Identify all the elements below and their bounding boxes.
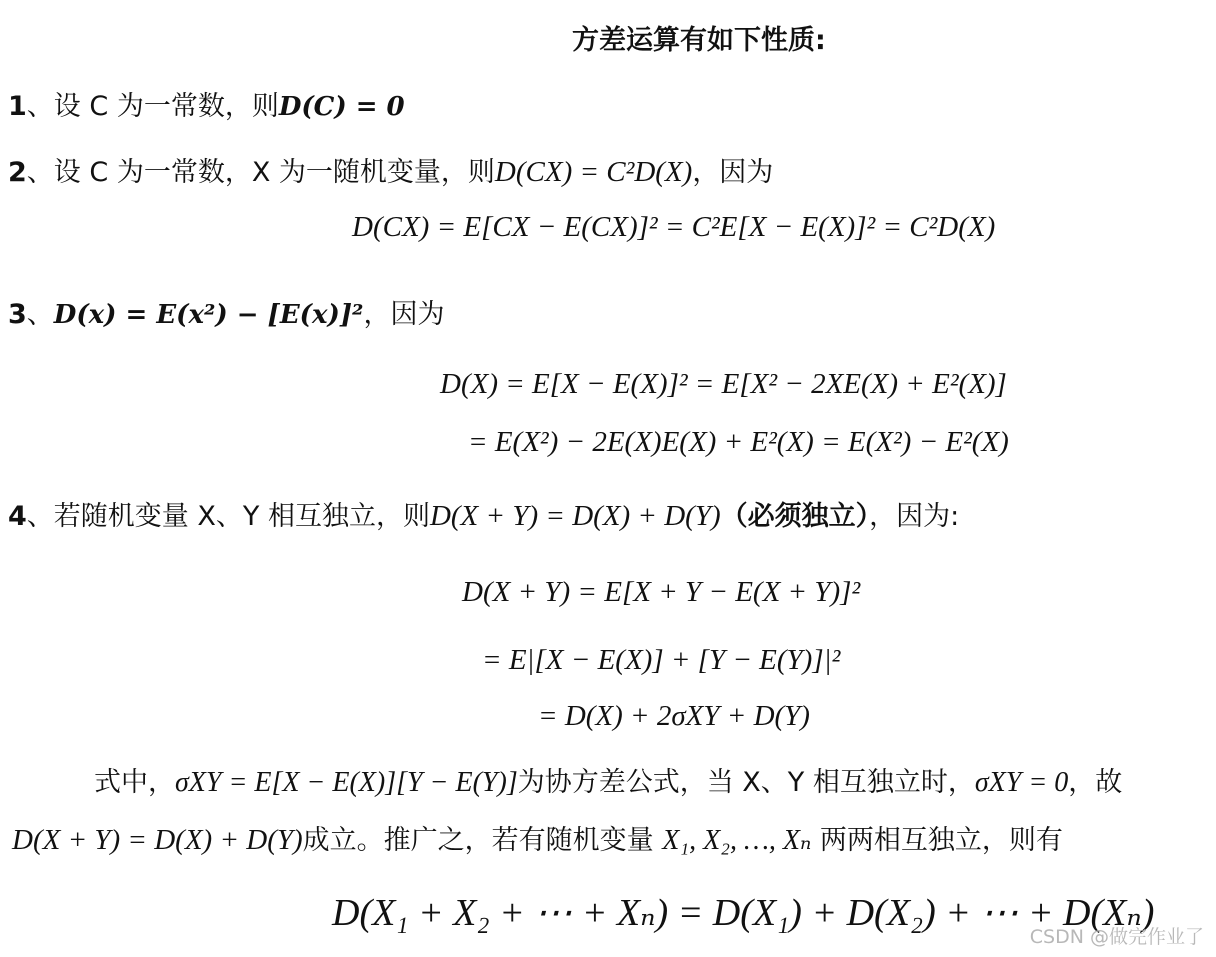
formula: D(X + Y) = D(X) + D(Y): [429, 500, 721, 532]
formula: D(CX) = C²D(X): [494, 156, 693, 188]
item-text: 、设 C 为一常数，X 为一随机变量，则: [26, 157, 495, 188]
explain-text3: 两两相互独立，则有: [819, 825, 1063, 856]
variables: X₁, X₂, …, Xₙ: [662, 825, 812, 856]
item-suffix: ，因为:: [869, 501, 960, 532]
property-1: [8, 84, 405, 123]
property-4: [8, 494, 959, 533]
derivation-4-line2: = E|[X − E(X)] + [Y − E(Y)]|²: [482, 644, 841, 676]
derivation-3-line1: D(X) = E[X − E(X)]² = E[X² − 2XE(X) + E²(X)]: [440, 368, 1007, 400]
explanation-line2: [12, 818, 1063, 857]
explain-end: ，故: [1068, 767, 1123, 798]
item-text: 、若随机变量 X、Y 相互独立，则: [26, 501, 430, 532]
derivation-4-line1: D(X + Y) = E[X + Y − E(X + Y)]²: [462, 576, 861, 608]
item-suffix: ，因为: [692, 157, 774, 188]
item-text: 、: [26, 299, 54, 330]
explain-prefix: 式中，: [94, 767, 175, 798]
final-formula: D(X₁ + X₂ + ⋯ + Xₙ) = D(X₁) + D(X₂) + ⋯ + D(Xₙ): [332, 892, 1155, 934]
covariance-formula: σXY = E[X − E(X)][Y − E(Y)]: [175, 767, 518, 798]
property-3: [8, 292, 444, 331]
formula: D(x) = E(x²) − [E(x)]²: [53, 300, 364, 330]
page-title: 方差运算有如下性质:: [572, 25, 826, 56]
item-number: 1: [8, 91, 27, 122]
formula: D(X + Y) = D(X) + D(Y): [12, 824, 303, 856]
item-text: 、设 C 为一常数，则: [26, 91, 279, 122]
explain-text2: 成立。推广之，若有随机变量: [302, 825, 654, 856]
formula: D(C) = 0: [278, 92, 405, 122]
sigma-zero: σXY = 0: [974, 767, 1069, 798]
derivation-2: D(CX) = E[CX − E(CX)]² = C²E[X − E(X)]² = C²D(X): [352, 211, 996, 243]
property-2: [8, 150, 773, 189]
item-number: 3: [8, 299, 27, 330]
watermark: CSDN @做完作业了: [1029, 926, 1204, 948]
item-suffix: ，因为: [363, 299, 445, 330]
explanation-line1: [94, 760, 1122, 799]
item-number: 4: [8, 501, 27, 532]
derivation-3-line2: = E(X²) − 2E(X)E(X) + E²(X) = E(X²) − E²(X): [468, 426, 1009, 458]
item-number: 2: [8, 157, 27, 188]
note: （必须独立）: [720, 501, 870, 532]
explain-mid: 为协方差公式，当 X、Y 相互独立时，: [517, 767, 975, 798]
derivation-4-line3: = D(X) + 2σXY + D(Y): [538, 700, 810, 732]
